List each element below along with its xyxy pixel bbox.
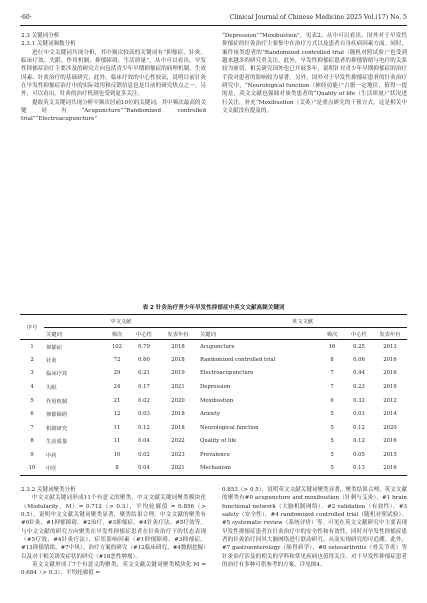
section-heading: 2.3 关键词分析 <box>21 33 60 39</box>
en-keyword: Moxibustion <box>200 397 234 404</box>
en-centrality: 0.12 <box>353 438 365 445</box>
en-keyword: Electroacupuncture <box>200 370 254 377</box>
en-keyword: Randomized controlled trial <box>200 356 276 363</box>
header-chinese-literature: 中文文献 <box>44 315 198 328</box>
cn-frequency: 10 <box>113 452 121 459</box>
cn-year: 2018 <box>171 411 185 418</box>
row-index: 10 <box>20 462 44 476</box>
paragraph: 英文文献形成了7个有意义的聚类，英文文献关键词聚类模块化 M = 0.684（> 0.3），平均轮廓值 = <box>21 562 206 577</box>
cn-centrality: 0.03 <box>138 411 150 418</box>
table-row <box>20 367 407 381</box>
cn-year: 2018 <box>171 356 185 363</box>
table-row <box>20 421 407 435</box>
en-year: 2012 <box>383 397 397 404</box>
paragraph: 进行中文关键词共现分析，其中频次较高的关键词有“抑郁症、针灸、临床疗效、失眠、作用机制、抑郁障碍、生活质量”。从中可以看出，早发性抑郁症治疗主要涉及的研究方向包括青少年早期抑郁症的病理机制、生成因素、针灸治疗的基础研究。此外，临床疗效的中心性较高，说明目前针灸在早发性抑郁症治疗中的实际效用和反馈信息也是目前的研究热点之一。另外，可以看出，针灸的治疗机制也受到更多关注。 <box>21 49 206 98</box>
cn-keyword: 机制研究 <box>46 425 68 432</box>
cn-keyword: 抑郁障碍 <box>46 412 68 419</box>
cn-centrality: 0.02 <box>138 452 150 459</box>
en-year: 2016 <box>383 370 397 377</box>
subsection-heading: 2.3.2 关键词聚类分析 <box>21 487 76 493</box>
en-year: 2014 <box>383 411 397 418</box>
en-year: 2019 <box>383 384 397 391</box>
row-index: 3 <box>30 370 34 377</box>
row-index: 2 <box>30 356 34 363</box>
row-index: 7 <box>30 424 34 431</box>
cn-keyword: 作用机制 <box>46 398 68 405</box>
header-english-literature: 英文文献 <box>198 315 407 328</box>
en-keyword: Neurological function <box>200 424 259 431</box>
en-centrality: 0.44 <box>353 370 365 377</box>
table-row <box>20 435 407 449</box>
right-column-bottom <box>222 486 407 569</box>
en-year: 2013 <box>383 343 397 350</box>
en-frequency: 5 <box>330 411 334 418</box>
en-centrality: 0.23 <box>353 384 365 391</box>
en-frequency: 8 <box>330 356 334 363</box>
en-centrality: 0.01 <box>353 411 365 418</box>
cn-frequency: 8 <box>104 462 130 476</box>
cn-frequency: 21 <box>113 397 121 404</box>
subsection-heading: 2.3.1 关键词频数分析 <box>21 41 76 48</box>
en-frequency: 5 <box>330 452 334 459</box>
cn-year: 2022 <box>171 438 185 445</box>
en-frequency: 16 <box>328 343 336 350</box>
en-centrality: 0.25 <box>353 343 365 350</box>
cn-centrality: 0.02 <box>138 397 150 404</box>
table-row <box>20 394 407 408</box>
cn-year: 2021 <box>158 462 198 476</box>
left-column-top <box>21 32 206 124</box>
header-year: 发表年份 <box>373 328 407 340</box>
cn-year: 2021 <box>171 384 185 391</box>
table-row <box>20 448 407 462</box>
cn-frequency: 24 <box>113 384 121 391</box>
en-year: 2016 <box>373 462 407 476</box>
page-header <box>20 14 407 24</box>
journal-citation: Clinical Journal of Chinese Medicine 2025 Vol.(17) No. 5 <box>229 14 407 21</box>
en-frequency: 5 <box>330 438 334 445</box>
cn-centrality: 0.12 <box>138 424 150 431</box>
en-keyword: Mechanism <box>198 462 319 476</box>
header-centrality: 中心性 <box>130 328 158 340</box>
en-keyword: Prevalence <box>200 452 230 459</box>
header-keyword: 关键词 <box>44 328 104 340</box>
en-centrality: 0.06 <box>353 356 365 363</box>
cn-centrality: 0.60 <box>138 356 150 363</box>
paragraph-continued: “Depression”“Moxibustion”，见表2。从中可以看出，国外对于早发性抑郁症的针灸治疗主要集中在治疗方式以及患者自身疾病因素方面。同时，案件该类患者的“Randomized controlled trial（随机对照试验）”也受到越来越多的研究者关注。此外，早发性抑郁症患者的抑郁情绪与电疗的关系较为密切，相关研究国外也已开展多年，说明针对青少年早期抑郁症的治疗手段对患者的影响较为显著。另外，国外对于早发性抑郁症患者的针灸治疗研究中，“Neurological function（神经功能）”占据一定地位，值得一提的是，英文文献也强调对该类患者的“Quality of life（生活质量）”状况进行关注，补充“Moxibustion（艾灸）”是重点研究的干预方式，这是相关中文文献没有提及的。 <box>222 33 407 115</box>
header-rule <box>20 25 407 26</box>
paragraph: 中文文献关键词形成11个有意义的聚类，中文文献关键词聚类模块化（Modularity，M）= 0.712（> 0.3），平均轮廓值 = 0.856（> 0.5），说明中文文献关键词聚类显著，聚类结果合理。中文文献的聚类有#0针灸、#1抑郁障碍、#2治疗、#3抑郁症、#4针灸疗法、#5疗效等。与中文文献的研究方向聚类在早发性抑郁症患者在针灸治疗下的状态表现（#5疗效、#4针灸疗法）、症状影响因素（#1抑郁障碍、#3抑郁症、#13抑郁情绪、#7中风）、治疗方案的研究（#12临床研究、#4数据挖掘）以及对于相关诱发症状的研究（#18恶性肿瘤）。 <box>21 495 206 560</box>
row-index: 6 <box>30 411 34 418</box>
row-index: 1 <box>30 343 34 350</box>
cn-frequency: 72 <box>113 356 121 363</box>
page-number: ·60· <box>20 14 32 21</box>
cn-frequency: 102 <box>111 343 123 350</box>
en-frequency: 5 <box>330 424 334 431</box>
table-row <box>20 462 407 476</box>
keyword-table <box>20 314 407 476</box>
table-row <box>20 380 407 394</box>
header-index: 序号 <box>20 315 44 340</box>
cn-keyword: 生活质量 <box>46 439 68 446</box>
cn-centrality: 0.79 <box>138 343 150 350</box>
en-frequency: 6 <box>330 397 334 404</box>
cn-centrality: 0.04 <box>138 438 150 445</box>
cn-frequency: 12 <box>113 411 121 418</box>
row-index: 5 <box>30 397 34 404</box>
cn-centrality: 0.21 <box>138 370 150 377</box>
en-keyword: Anxiety <box>200 411 221 418</box>
en-keyword: Acupuncture <box>200 343 235 350</box>
cn-keyword: 临床疗效 <box>46 371 68 378</box>
en-frequency: 7 <box>330 370 334 377</box>
left-column-bottom <box>21 486 206 578</box>
en-year: 2016 <box>383 356 397 363</box>
table-row <box>20 353 407 367</box>
en-frequency: 5 <box>319 462 345 476</box>
cn-keyword: 失眠 <box>46 385 57 392</box>
en-year: 2015 <box>383 452 397 459</box>
header-frequency: 频次 <box>104 328 130 340</box>
cn-keyword: 中医 <box>44 462 104 476</box>
en-year: 2016 <box>383 438 397 445</box>
keyword-table-body <box>20 340 407 476</box>
cn-keyword: 抑郁症 <box>46 344 62 351</box>
en-centrality: 0.12 <box>353 424 365 431</box>
row-index: 9 <box>30 452 34 459</box>
row-index: 4 <box>30 384 34 391</box>
header-year: 发表年份 <box>158 328 198 340</box>
cn-centrality: 0.17 <box>138 384 150 391</box>
cn-frequency: 11 <box>113 438 121 445</box>
cn-year: 2018 <box>171 424 185 431</box>
en-year: 2020 <box>383 424 397 431</box>
cn-keyword: 针灸 <box>46 357 57 364</box>
header-keyword: 关键词 <box>198 328 319 340</box>
cn-year: 2018 <box>171 343 185 350</box>
right-column-top <box>222 32 407 115</box>
en-centrality: 0.32 <box>353 397 365 404</box>
en-keyword: Depression <box>200 384 231 391</box>
table-row <box>20 340 407 354</box>
cn-year: 2019 <box>171 370 185 377</box>
en-centrality: 0.05 <box>353 452 365 459</box>
cn-year: 2020 <box>171 397 185 404</box>
cn-frequency: 29 <box>113 370 121 377</box>
paragraph-continued: 0.853（> 0.5），说明英文文献关键词聚类显著，聚类结果合理。英文文献的聚类有#0 acupuncture and moxibustion（针刺与艾灸）、#1 brain functional network（大脑机制网络）、#2 validation（有效性）、#3 safety（安全性）、#4 randomized controlled trial（随机对照试验）、#5 systematic review（系统评价）等。可见在英文文献研究中主要表现早发性抑郁症患者在针灸治疗中的安全性和有效性，同时对早发性抑郁症患者的针灸治疗同其大脑网络进行联动研究，从而实现研究的可追溯。此外，#7 gastroenterology（肠胃病学）、#8 osteoarthritis（骨关节炎）等针灸治疗涉及的相关的学科和常见疾病也值得关注。对于早发性抑郁症患者的治疗有多种可供参考的方案，详见图4。 <box>222 487 407 569</box>
row-index: 8 <box>30 438 34 445</box>
en-keyword: Quality of life <box>200 438 237 445</box>
cn-centrality: 0.04 <box>130 462 158 476</box>
header-frequency: 频次 <box>319 328 345 340</box>
cn-keyword: 中药 <box>46 453 57 460</box>
header-centrality: 中心性 <box>345 328 373 340</box>
cn-year: 2023 <box>171 452 185 459</box>
paragraph: 提取英文关键词共现分析中频次居前10位的关键词，其中频次最高的关键词有“Acupuncture”“Randomized controlled trial”“Electroacupuncture” <box>21 99 206 123</box>
cn-frequency: 11 <box>113 424 121 431</box>
en-centrality: 0.13 <box>345 462 373 476</box>
table-row <box>20 407 407 421</box>
table-caption: 表 2 针灸治疗青少年早发性抑郁症中英文文献高频关键词 <box>142 305 285 311</box>
en-frequency: 7 <box>330 384 334 391</box>
